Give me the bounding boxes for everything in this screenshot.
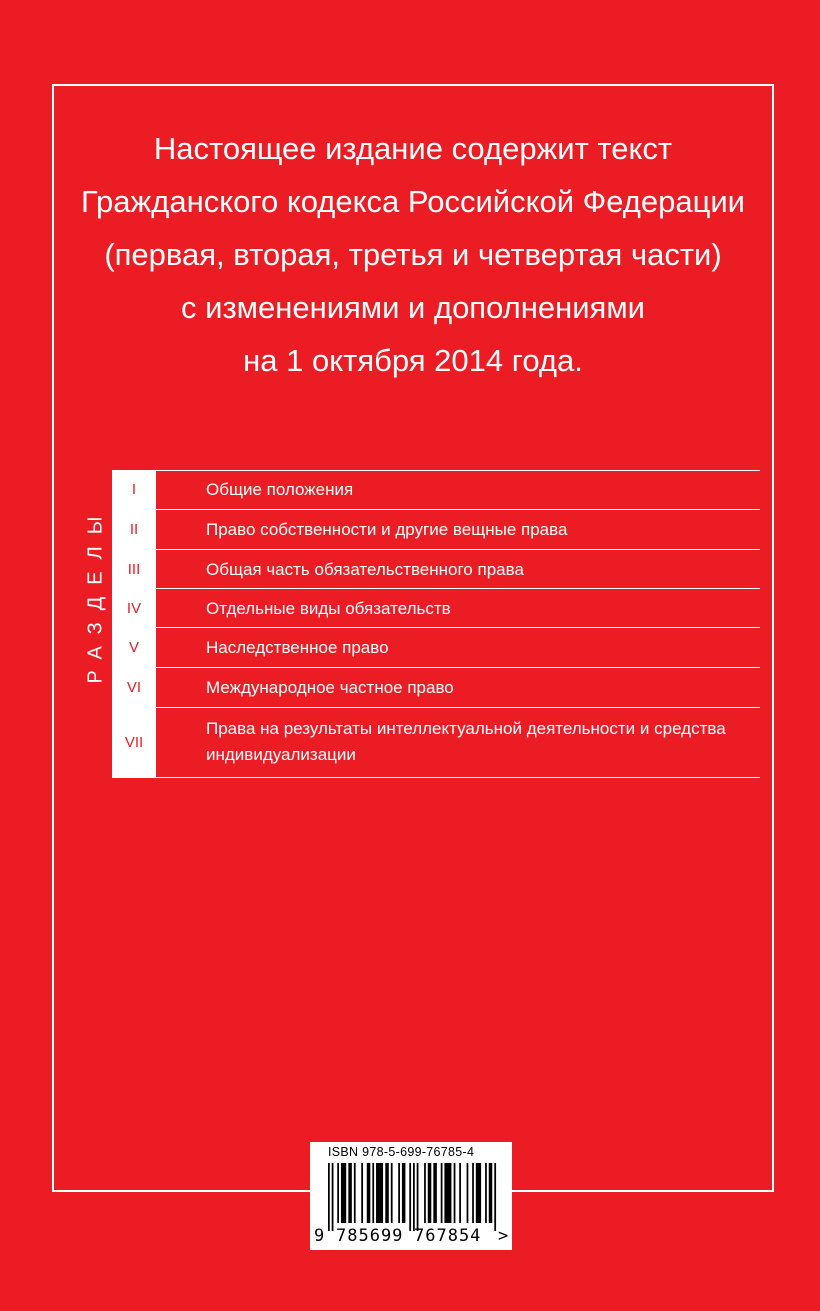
barcode-bar	[428, 1163, 432, 1223]
barcode-bar	[348, 1163, 352, 1223]
section-number: IV	[126, 600, 142, 617]
barcode-arrow: >	[498, 1226, 509, 1246]
section-number: III	[127, 561, 141, 578]
section-number: I	[131, 481, 137, 498]
barcode-bar	[354, 1163, 356, 1223]
sections-label-text: РАЗДЕЛЫ	[84, 504, 107, 684]
barcode-first-digit: 9	[314, 1226, 325, 1246]
intro-line: с изменениями и дополнениями	[181, 290, 645, 325]
isbn-text: ISBN 978-5-699-76785-4	[328, 1145, 475, 1159]
section-row	[112, 708, 760, 778]
intro-text	[52, 122, 774, 387]
barcode-bar	[417, 1163, 419, 1231]
barcode-bar	[391, 1163, 393, 1223]
barcode-bars	[328, 1163, 498, 1231]
barcode-bar	[424, 1163, 426, 1223]
barcode-group-left: 785699	[336, 1226, 404, 1246]
barcode-bar	[459, 1163, 461, 1223]
barcode-bar	[385, 1163, 389, 1223]
barcode-bar	[402, 1163, 406, 1223]
barcode-bar	[476, 1163, 481, 1223]
barcode-bar	[376, 1163, 383, 1223]
barcode-bar	[341, 1163, 346, 1223]
section-title: Общая часть обязательственного права	[206, 560, 524, 579]
section-number: VI	[126, 679, 142, 696]
section-row	[112, 589, 760, 628]
barcode-bar	[454, 1163, 456, 1223]
intro-line: (первая, вторая, третья и четвертая части)	[104, 237, 722, 272]
section-title: Наследственное право	[206, 638, 389, 657]
barcode-bar	[367, 1163, 371, 1223]
section-row	[112, 510, 760, 550]
barcode-bar	[485, 1163, 487, 1223]
barcode-bar	[337, 1163, 339, 1223]
section-row	[112, 470, 760, 510]
section-title: Международное частное право	[206, 678, 454, 697]
section-row	[112, 668, 760, 708]
section-number: VII	[124, 734, 144, 751]
divider	[156, 777, 760, 778]
barcode-bar	[441, 1163, 443, 1223]
section-row	[112, 628, 760, 668]
section-title: Права на результаты интеллектуальной деятельности и средства индивидуализации	[206, 719, 726, 764]
barcode-bar	[444, 1163, 451, 1223]
section-number: V	[128, 639, 139, 656]
section-title: Общие положения	[206, 480, 354, 499]
intro-line: Настоящее издание содержит текст	[153, 131, 673, 166]
intro-line: Гражданского кодекса Российской Федерации	[80, 184, 745, 219]
section-number: II	[129, 521, 139, 538]
barcode-bar	[409, 1163, 411, 1231]
section-row	[112, 550, 760, 589]
barcode-bar	[332, 1163, 334, 1231]
barcode-bar	[372, 1163, 374, 1223]
section-title: Отдельные виды обязательств	[206, 599, 451, 618]
barcode-bar	[467, 1163, 469, 1223]
barcode-bar	[433, 1163, 437, 1223]
barcode-bar	[398, 1163, 400, 1223]
intro-line: на 1 октября 2014 года.	[243, 343, 583, 378]
barcode-bar	[361, 1163, 363, 1223]
barcode-bar	[328, 1163, 330, 1231]
barcode-bar	[472, 1163, 474, 1223]
sections-label	[80, 470, 112, 778]
barcode-group-right: 767854	[414, 1226, 482, 1246]
barcode-bar	[413, 1163, 415, 1231]
sections-table	[80, 470, 760, 778]
barcode-bar	[489, 1163, 493, 1223]
section-title: Право собственности и другие вещные права	[206, 520, 568, 539]
isbn-barcode	[310, 1142, 512, 1250]
barcode-bar	[494, 1163, 496, 1231]
